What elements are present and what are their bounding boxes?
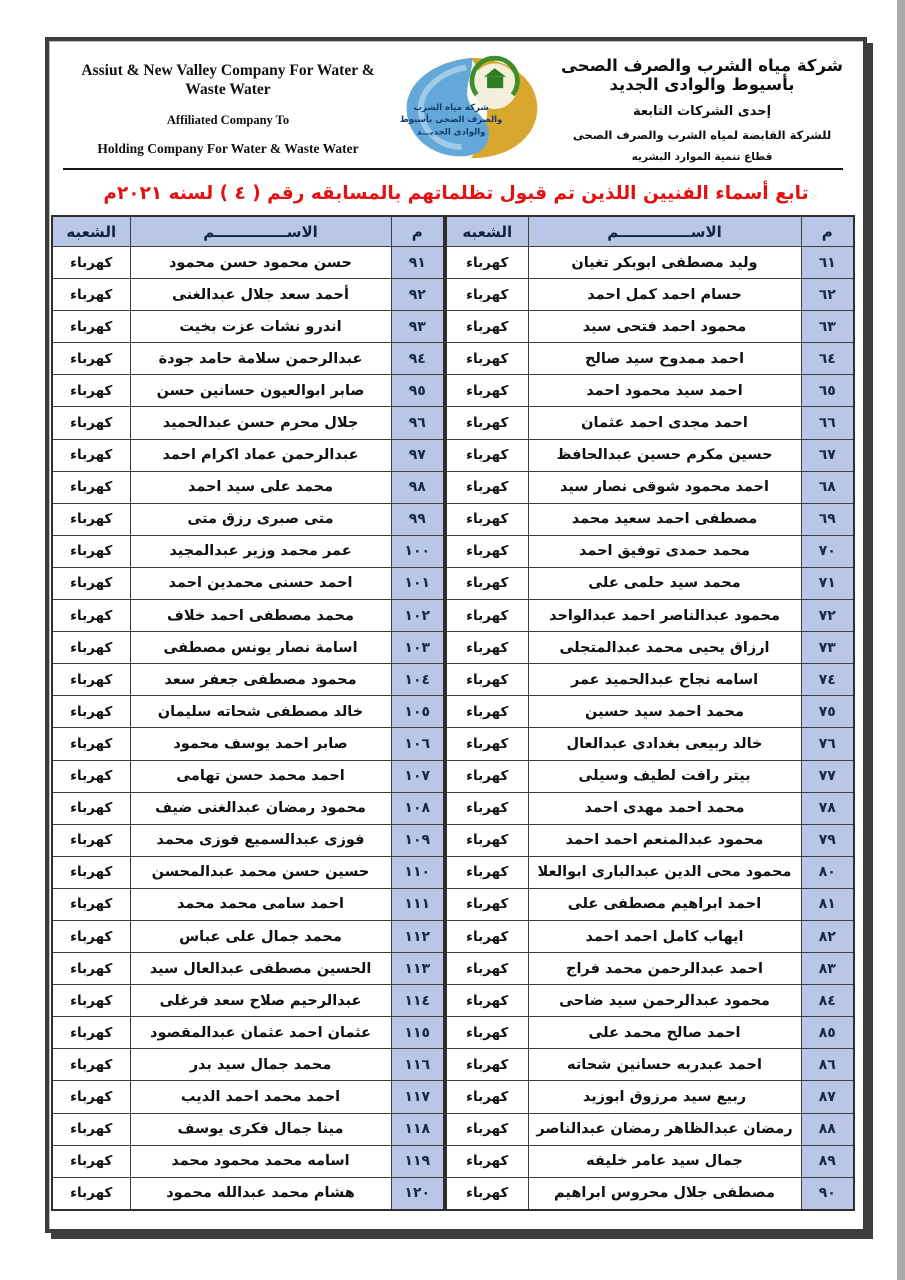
table-row [52, 856, 444, 888]
name-cell: احمد سامى محمد محمد [130, 888, 391, 920]
name-cell: احمد سيد محمود احمد [528, 375, 801, 407]
table-row [446, 856, 854, 888]
department-cell: كهرباء [52, 888, 130, 920]
table-row [446, 439, 854, 471]
name-cell: هشام محمد عبدالله محمود [130, 1177, 391, 1210]
name-cell: حسام احمد كمل احمد [528, 279, 801, 311]
name-cell: محمود محى الدين عبدالبارى ابوالعلا [528, 856, 801, 888]
name-cell: محمود عبدالرحمن سيد ضاحى [528, 985, 801, 1017]
name-cell: مصطفى جلال محروس ابراهيم [528, 1177, 801, 1210]
table-row [52, 1017, 444, 1049]
department-cell: كهرباء [52, 343, 130, 375]
name-cell: صابر ابوالعيون حسانين حسن [130, 375, 391, 407]
name-cell: احمد ابراهيم مصطفى على [528, 888, 801, 920]
department-cell: كهرباء [52, 439, 130, 471]
name-cell: محمد سيد حلمى على [528, 567, 801, 599]
row-number: ١٠٣ [391, 632, 444, 664]
department-cell: كهرباء [52, 856, 130, 888]
table-row [52, 311, 444, 343]
logo-text-line1: شركة مياه الشرب [413, 102, 489, 113]
department-cell: كهرباء [52, 953, 130, 985]
table-row [52, 760, 444, 792]
column-header-number: م [391, 216, 444, 247]
row-number: ٩٥ [391, 375, 444, 407]
row-number: ٧٥ [801, 696, 854, 728]
name-cell: عبدالرحمن سلامة حامد جودة [130, 343, 391, 375]
row-number: ٩٦ [391, 407, 444, 439]
table-row [52, 1113, 444, 1145]
department-cell: كهرباء [52, 471, 130, 503]
name-cell: احمد عبدربه حسانين شحاته [528, 1049, 801, 1081]
row-number: ٨٦ [801, 1049, 854, 1081]
row-number: ٧٦ [801, 728, 854, 760]
department-cell: كهرباء [446, 953, 528, 985]
row-number: ٩٣ [391, 311, 444, 343]
table-row [446, 792, 854, 824]
department-cell: كهرباء [52, 1145, 130, 1177]
table-row [52, 985, 444, 1017]
name-cell: محمود مصطفى جعفر سعد [130, 664, 391, 696]
name-cell: محمد احمد سيد حسين [528, 696, 801, 728]
name-cell: مينا جمال فكرى يوسف [130, 1113, 391, 1145]
row-number: ٩٢ [391, 279, 444, 311]
table-row [446, 247, 854, 279]
department-cell: كهرباء [52, 792, 130, 824]
name-cell: جمال سيد عامر خليفه [528, 1145, 801, 1177]
department-cell: كهرباء [446, 471, 528, 503]
table-row [52, 1081, 444, 1113]
row-number: ٩٤ [391, 343, 444, 375]
table-row [446, 279, 854, 311]
table-row [52, 343, 444, 375]
row-number: ٦٦ [801, 407, 854, 439]
table-row [52, 407, 444, 439]
table-row [446, 567, 854, 599]
name-cell: حسن محمود حسن محمود [130, 247, 391, 279]
table-row [52, 535, 444, 567]
row-number: ٩٩ [391, 503, 444, 535]
company-logo-icon [397, 55, 545, 161]
name-cell: محمد على سيد احمد [130, 471, 391, 503]
table-row [446, 1177, 854, 1210]
table-row [52, 471, 444, 503]
table-row [52, 1049, 444, 1081]
name-cell: احمد محمود شوقى نصار سيد [528, 471, 801, 503]
table-row [52, 439, 444, 471]
row-number: ٦٧ [801, 439, 854, 471]
row-number: ١١٢ [391, 920, 444, 952]
table-row [446, 824, 854, 856]
table-row [52, 792, 444, 824]
holding-company-line-arabic: للشركة القابضة لمياه الشرب والصرف الصحى [572, 128, 832, 142]
row-number: ٧٩ [801, 824, 854, 856]
header-arabic-block [549, 53, 855, 163]
hr-sector-line-arabic: قطاع تنمية الموارد البشريه [631, 151, 773, 163]
company-name-english: Assiut & New Valley Company For Water & Waste Water [81, 62, 375, 99]
name-cell: ارزاق يحيى محمد عبدالمتجلى [528, 632, 801, 664]
row-number: ١٠٦ [391, 728, 444, 760]
row-number: ٨٣ [801, 953, 854, 985]
row-number: ٧٤ [801, 664, 854, 696]
subsidiary-line-arabic: إحدى الشركات التابعة [632, 104, 772, 119]
table-row [446, 632, 854, 664]
row-number: ٩٧ [391, 439, 444, 471]
table-row [446, 535, 854, 567]
name-cell: اسامة نصار يونس مصطفى [130, 632, 391, 664]
header-english-block [63, 53, 393, 157]
table-row [446, 1049, 854, 1081]
table-row [52, 600, 444, 632]
department-cell: كهرباء [446, 760, 528, 792]
table-header-row [52, 216, 444, 247]
name-cell: اندرو نشات عزت بخيت [130, 311, 391, 343]
department-cell: كهرباء [446, 824, 528, 856]
row-number: ٨٤ [801, 985, 854, 1017]
department-cell: كهرباء [52, 1049, 130, 1081]
row-number: ١٠٢ [391, 600, 444, 632]
department-cell: كهرباء [446, 439, 528, 471]
row-number: ٦٢ [801, 279, 854, 311]
row-number: ٩٠ [801, 1177, 854, 1210]
row-number: ٩٨ [391, 471, 444, 503]
table-row [446, 1113, 854, 1145]
department-cell: كهرباء [446, 985, 528, 1017]
name-cell: محمود احمد فتحى سيد [528, 311, 801, 343]
department-cell: كهرباء [446, 920, 528, 952]
name-cell: الحسين مصطفى عبدالعال سيد [130, 953, 391, 985]
name-cell: عمر محمد وزير عبدالمجيد [130, 535, 391, 567]
name-cell: عبدالرحيم صلاح سعد فرغلى [130, 985, 391, 1017]
department-cell: كهرباء [446, 888, 528, 920]
row-number: ١١٦ [391, 1049, 444, 1081]
row-number: ٨٥ [801, 1017, 854, 1049]
column-header-name: الاســــــــــــــم [130, 216, 391, 247]
column-header-department: الشعبه [52, 216, 130, 247]
department-cell: كهرباء [52, 664, 130, 696]
department-cell: كهرباء [446, 696, 528, 728]
table-row [52, 567, 444, 599]
roster-tables [49, 204, 863, 1211]
row-number: ١٠٨ [391, 792, 444, 824]
department-cell: كهرباء [52, 1113, 130, 1145]
row-number: ٩١ [391, 247, 444, 279]
row-number: ١٠٥ [391, 696, 444, 728]
document-header [49, 41, 863, 163]
department-cell: كهرباء [446, 600, 528, 632]
table-row [446, 471, 854, 503]
name-cell: احمد صالح محمد على [528, 1017, 801, 1049]
department-cell: كهرباء [52, 247, 130, 279]
department-cell: كهرباء [52, 279, 130, 311]
table-row [52, 728, 444, 760]
table-row [446, 311, 854, 343]
row-number: ٧٢ [801, 600, 854, 632]
department-cell: كهرباء [446, 311, 528, 343]
row-number: ٨٩ [801, 1145, 854, 1177]
name-cell: رمضان عبدالظاهر رمضان عبدالناصر [528, 1113, 801, 1145]
column-header-name: الاســــــــــــــم [528, 216, 801, 247]
row-number: ٦٨ [801, 471, 854, 503]
department-cell: كهرباء [52, 920, 130, 952]
name-cell: محمد احمد مهدى احمد [528, 792, 801, 824]
name-cell: محمود رمضان عبدالغنى ضيف [130, 792, 391, 824]
name-cell: بيتر رافت لطيف وسيلى [528, 760, 801, 792]
department-cell: كهرباء [446, 1113, 528, 1145]
department-cell: كهرباء [446, 343, 528, 375]
row-number: ١١٣ [391, 953, 444, 985]
row-number: ٧٨ [801, 792, 854, 824]
row-number: ١٠٠ [391, 535, 444, 567]
department-cell: كهرباء [52, 600, 130, 632]
row-number: ١٢٠ [391, 1177, 444, 1210]
department-cell: كهرباء [52, 1081, 130, 1113]
name-cell: احمد مجدى احمد عثمان [528, 407, 801, 439]
row-number: ١١٥ [391, 1017, 444, 1049]
name-cell: محمد مصطفى احمد خلاف [130, 600, 391, 632]
table-row [52, 632, 444, 664]
table-row [52, 664, 444, 696]
row-number: ١٠٩ [391, 824, 444, 856]
department-cell: كهرباء [52, 1017, 130, 1049]
row-number: ١١٨ [391, 1113, 444, 1145]
department-cell: كهرباء [52, 567, 130, 599]
logo-container [393, 53, 549, 161]
name-cell: صابر احمد يوسف محمود [130, 728, 391, 760]
table-row [446, 1081, 854, 1113]
table-row [446, 985, 854, 1017]
name-cell: جلال محرم حسن عبدالحميد [130, 407, 391, 439]
table-row [52, 953, 444, 985]
row-number: ٨٢ [801, 920, 854, 952]
row-number: ٨١ [801, 888, 854, 920]
name-cell: اسامه محمد محمود محمد [130, 1145, 391, 1177]
department-cell: كهرباء [52, 311, 130, 343]
row-number: ٨٨ [801, 1113, 854, 1145]
row-number: ٦٤ [801, 343, 854, 375]
name-cell: عثمان احمد عثمان عبدالمقصود [130, 1017, 391, 1049]
table-row [52, 888, 444, 920]
table-row [446, 407, 854, 439]
holding-company-line: Holding Company For Water & Waste Water [97, 140, 359, 156]
name-cell: خالد ربيعى بغدادى عبدالعال [528, 728, 801, 760]
name-cell: محمد جمال سيد بدر [130, 1049, 391, 1081]
name-cell: أحمد سعد جلال عبدالغنى [130, 279, 391, 311]
row-number: ١٠٧ [391, 760, 444, 792]
row-number: ٨٠ [801, 856, 854, 888]
department-cell: كهرباء [446, 856, 528, 888]
department-cell: كهرباء [446, 567, 528, 599]
row-number: ١١٤ [391, 985, 444, 1017]
table-row [446, 888, 854, 920]
row-number: ٧٣ [801, 632, 854, 664]
row-number: ١٠٤ [391, 664, 444, 696]
name-cell: ايهاب كامل احمد احمد [528, 920, 801, 952]
table-row [52, 279, 444, 311]
page-title: تابع أسماء الفنيين اللذين تم قبول تظلماتهم بالمسابقه رقم ( ٤ ) لسنه ٢٠٢١م [103, 183, 809, 204]
department-cell: كهرباء [52, 632, 130, 664]
row-number: ١١٩ [391, 1145, 444, 1177]
table-row [446, 760, 854, 792]
table-row [446, 343, 854, 375]
table-row [52, 1177, 444, 1210]
table-row [446, 728, 854, 760]
name-cell: محمود عبدالناصر احمد عبدالواحد [528, 600, 801, 632]
name-cell: مصطفى احمد سعيد محمد [528, 503, 801, 535]
table-row [52, 824, 444, 856]
scan-edge-strip [897, 0, 905, 1280]
name-cell: ربيع سيد مرزوق ابوزيد [528, 1081, 801, 1113]
department-cell: كهرباء [52, 985, 130, 1017]
row-number: ١١٧ [391, 1081, 444, 1113]
table-row [52, 375, 444, 407]
department-cell: كهرباء [446, 407, 528, 439]
table-row [52, 247, 444, 279]
table-row [52, 1145, 444, 1177]
name-cell: محمد حمدى توفيق احمد [528, 535, 801, 567]
department-cell: كهرباء [52, 375, 130, 407]
row-number: ١١٠ [391, 856, 444, 888]
table-row [446, 664, 854, 696]
row-number: ٨٧ [801, 1081, 854, 1113]
name-cell: احمد محمد احمد الديب [130, 1081, 391, 1113]
department-cell: كهرباء [52, 535, 130, 567]
name-cell: حسين مكرم حسين عبدالحافظ [528, 439, 801, 471]
department-cell: كهرباء [446, 632, 528, 664]
department-cell: كهرباء [446, 1145, 528, 1177]
row-number: ٦٩ [801, 503, 854, 535]
affiliated-line: Affiliated Company To [166, 112, 290, 127]
row-number: ٦١ [801, 247, 854, 279]
name-cell: حسين حسن محمد عبدالمحسن [130, 856, 391, 888]
table-row [446, 1017, 854, 1049]
department-cell: كهرباء [446, 279, 528, 311]
table-row [52, 503, 444, 535]
department-cell: كهرباء [52, 407, 130, 439]
name-cell: احمد محمد حسن تهامى [130, 760, 391, 792]
table-row [446, 375, 854, 407]
table-row [446, 953, 854, 985]
table-row [446, 920, 854, 952]
department-cell: كهرباء [446, 247, 528, 279]
department-cell: كهرباء [446, 728, 528, 760]
department-cell: كهرباء [446, 1081, 528, 1113]
header-divider [63, 168, 843, 170]
department-cell: كهرباء [446, 535, 528, 567]
department-cell: كهرباء [446, 664, 528, 696]
row-number: ٧٠ [801, 535, 854, 567]
name-cell: محمد جمال على عباس [130, 920, 391, 952]
department-cell: كهرباء [446, 503, 528, 535]
name-cell: محمود عبدالمنعم احمد احمد [528, 824, 801, 856]
table-row [52, 920, 444, 952]
row-number: ٧٧ [801, 760, 854, 792]
column-header-number: م [801, 216, 854, 247]
department-cell: كهرباء [52, 760, 130, 792]
department-cell: كهرباء [446, 375, 528, 407]
table-row [52, 696, 444, 728]
name-cell: عبدالرحمن عماد اكرام احمد [130, 439, 391, 471]
name-cell: اسامه نجاح عبدالحميد عمر [528, 664, 801, 696]
department-cell: كهرباء [52, 503, 130, 535]
roster-table-left [51, 215, 445, 1211]
name-cell: احمد ممدوح سيد صالح [528, 343, 801, 375]
table-row [446, 600, 854, 632]
page-frame [45, 37, 867, 1233]
department-cell: كهرباء [446, 792, 528, 824]
roster-table-right [445, 215, 855, 1211]
name-cell: فوزى عبدالسميع فوزى محمد [130, 824, 391, 856]
department-cell: كهرباء [446, 1177, 528, 1210]
column-header-department: الشعبه [446, 216, 528, 247]
department-cell: كهرباء [52, 1177, 130, 1210]
row-number: ١٠١ [391, 567, 444, 599]
department-cell: كهرباء [446, 1017, 528, 1049]
table-row [446, 503, 854, 535]
name-cell: احمد عبدالرحمن محمد فراج [528, 953, 801, 985]
table-header-row [446, 216, 854, 247]
name-cell: احمد حسنى محمدين احمد [130, 567, 391, 599]
department-cell: كهرباء [52, 728, 130, 760]
name-cell: متى صبرى رزق متى [130, 503, 391, 535]
company-name-arabic: شركة مياه الشرب والصرف الصحى بأسيوط والوادى الجديد [561, 56, 843, 94]
name-cell: وليد مصطفى ابوبكر تغيان [528, 247, 801, 279]
row-number: ٧١ [801, 567, 854, 599]
name-cell: خالد مصطفى شحاته سليمان [130, 696, 391, 728]
department-cell: كهرباء [52, 824, 130, 856]
department-cell: كهرباء [446, 1049, 528, 1081]
table-row [446, 696, 854, 728]
department-cell: كهرباء [52, 696, 130, 728]
row-number: ٦٣ [801, 311, 854, 343]
row-number: ١١١ [391, 888, 444, 920]
logo-text-line3: والوادى الجديـــد [416, 127, 486, 138]
logo-text-line2: والصرف الصحى بأسيوط [399, 115, 503, 126]
row-number: ٦٥ [801, 375, 854, 407]
table-row [446, 1145, 854, 1177]
